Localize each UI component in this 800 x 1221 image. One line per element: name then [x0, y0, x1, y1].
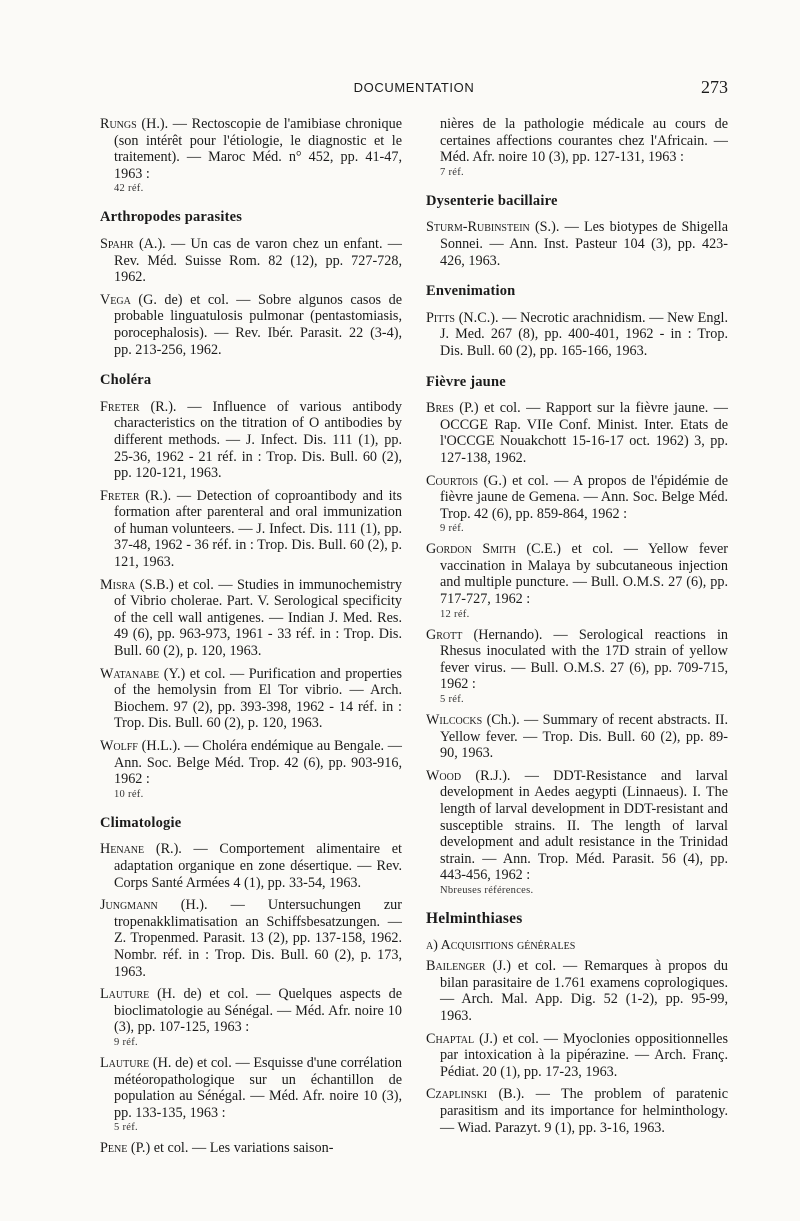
bibliography-entry	[426, 473, 728, 536]
entry-author: Grott	[426, 626, 463, 643]
entry-author: Rungs	[100, 116, 137, 132]
entry-reference-count: 9 réf.	[114, 1036, 138, 1048]
section-heading: Helminthiases	[426, 909, 523, 927]
entry-text: (S.). — Les biotypes de Shigella Sonnei. — Ann. Inst. Pasteur 104 (3), pp. 423-426, 1963.	[440, 219, 728, 269]
entry-text: (R.). — Influence of various antibody characteristics on the titration of O antibodies by different methods. — J. Infect. Dis. 111 (1), pp. 25-36, 1962 - 21 réf. in : Trop. Dis. Bull. 60 (2), pp. 120-121, 1963.	[114, 398, 402, 482]
bibliography-entry	[100, 236, 402, 286]
bibliography-entry	[426, 627, 728, 706]
entry-text: (H. de) et col. — Esquisse d'une corrélation météoropathologique sur un échantillon de population au Sénégal. — Méd. Afr. noire 10 (3), pp. 133-135, 1963 :	[114, 1054, 402, 1121]
entry-text: (G.) et col. — A propos de l'épidémie de fièvre jaune de Gemena. — Ann. Soc. Belge Méd. Trop. 42 (6), pp. 859-864, 1962 :	[440, 472, 728, 522]
bibliography-entry	[426, 541, 728, 620]
entry-author: Vega	[100, 291, 131, 308]
bibliography-entry	[426, 958, 728, 1024]
entry-author: Courtois	[426, 472, 479, 489]
running-title: DOCUMENTATION	[353, 80, 475, 95]
entry-text: (G. de) et col. — Sobre algunos casos de probable linguatulosis pulmonar (pentastomiasis, porocephalosis). — Rev. Ibér. Parasit. 22 (3-4), pp. 213-256, 1962.	[114, 291, 402, 358]
entry-reference-count: 5 réf.	[440, 694, 464, 706]
entry-author: Bailenger	[426, 958, 486, 975]
bibliography-entry	[426, 1031, 728, 1081]
page-header	[100, 78, 728, 98]
entry-author: Wood	[426, 767, 462, 784]
entry-text: (P.) et col. — Les variations saison-	[127, 1140, 334, 1157]
entry-text: (Y.) et col. — Purification and properties of the hemolysin from El Tor vibrio. — Arch. Biochem. 97 (2), pp. 393-398, 1962 - 14 réf. in : Trop. Dis. Bull. 60 (2), p. 120, 1963.	[114, 665, 402, 732]
bibliography-entry	[100, 1140, 402, 1157]
entry-author: Bres	[426, 400, 454, 417]
entry-text: (Ch.). — Summary of recent abstracts. II. Yellow fever. — Trop. Dis. Bull. 60 (2), pp. 89-90, 1963.	[440, 712, 728, 762]
bibliography-entry	[100, 292, 402, 358]
entry-author: Sturm-Rubinstein	[426, 219, 530, 236]
bibliography-entry	[426, 310, 728, 360]
page-number: 273	[701, 77, 728, 97]
entry-text: (R.). — Detection of coproantibody and its formation after parenteral and oral immunization of human volunteers. — J. Infect. Dis. 111 (1), pp. 37-48, 1962 - 36 réf. in : Trop. Dis. Bull. 60 (2), p. 121, 1963.	[114, 487, 402, 571]
entry-author: Pene	[100, 1140, 128, 1157]
entry-author: Jungmann	[100, 897, 158, 914]
bibliography-entry	[426, 712, 728, 762]
entry-reference-count: Nbreuses références.	[440, 884, 534, 896]
right-column	[426, 116, 728, 1142]
bibliography-entry	[426, 1086, 728, 1136]
entry-author: Watanabe	[100, 665, 160, 682]
bibliography-entry-continuation	[426, 116, 728, 179]
entry-text: (H.). — Untersuchungen zur tropenakklimatisation an Schiffsbesatzungen. — Z. Tropenmed. Parasit. 13 (2), pp. 137-158, 1962. Nombr. réf. in : Trop. Dis. Bull. 60 (2), p. 173, 1963.	[114, 897, 402, 980]
section-heading: Climatologie	[100, 814, 182, 831]
subsection-heading: a) Acquisitions générales	[426, 937, 576, 953]
section-heading: Dysenterie bacillaire	[426, 192, 558, 209]
entry-text: (J.) et col. — Remarques à propos du bilan parasitaire de 1.761 examens coprologiques. — Arch. Mal. App. Dig. 52 (1-2), pp. 95-99, 1963.	[440, 958, 728, 1024]
entry-text: (S.B.) et col. — Studies in immunochemistry of Vibrio cholerae. Part. V. Serological specificity of the cell wall antigenes. — Indian J. Med. Res. 49 (6), pp. 963-973, 1961 - 33 réf. in : Trop. Dis. Bull. 60 (2), p. 120, 1963.	[114, 576, 402, 660]
bibliography-entry	[100, 897, 402, 980]
entry-reference-count: 12 réf.	[440, 608, 470, 620]
entry-text: (N.C.). — Necrotic arachnidism. — New Engl. J. Med. 267 (8), pp. 400-401, 1962 - in : Trop. Dis. Bull. 60 (2), pp. 165-166, 1963.	[440, 309, 728, 359]
section-heading: Fièvre jaune	[426, 373, 506, 390]
entry-text: (R.). — Comportement alimentaire et adaptation organique en zone désertique. — Rev. Corps Santé Armées 4 (1), pp. 33-54, 1963.	[114, 841, 402, 891]
entry-author: Pitts	[426, 309, 455, 326]
bibliography-entry	[100, 1055, 402, 1134]
entry-author: Misra	[100, 576, 136, 593]
bibliography-entry	[426, 400, 728, 466]
entry-text: (B.). — The problem of paratenic parasitism and its importance for helminthology. — Wiad. Parazyt. 9 (1), pp. 3-16, 1963.	[440, 1086, 728, 1136]
entry-text: (J.) et col. — Myoclonies oppositionnelles par intoxication à la pipérazine. — Arch. Franç. Pédiat. 20 (1), pp. 17-23, 1963.	[440, 1030, 728, 1080]
bibliography-entry	[426, 768, 728, 897]
entry-author: Gordon Smith	[426, 541, 516, 558]
bibliography-entry	[100, 577, 402, 660]
entry-author: Wilcocks	[426, 712, 483, 729]
bibliography-entry	[100, 841, 402, 891]
section-heading: Arthropodes parasites	[100, 209, 243, 226]
section-heading: Choléra	[100, 372, 152, 389]
entry-text: (H.L.). — Choléra endémique au Bengale. — Ann. Soc. Belge Méd. Trop. 42 (6), pp. 903-916, 1962 :	[114, 738, 402, 788]
bibliography-entry	[100, 116, 402, 195]
entry-author: Lauture	[100, 986, 150, 1003]
bibliography-entry	[100, 399, 402, 482]
entry-text: (H. de) et col. — Quelques aspects de bioclimatologie au Sénégal. — Méd. Afr. noire 10 (3), pp. 107-125, 1963 :	[114, 986, 402, 1036]
entry-reference-count: 7 réf.	[440, 166, 464, 178]
bibliography-entry	[100, 986, 402, 1049]
entry-reference-count: 9 réf.	[440, 523, 464, 535]
bibliography-entry	[100, 738, 402, 801]
entry-author: Freter	[100, 487, 140, 504]
bibliography-entry	[100, 666, 402, 732]
entry-author: Lauture	[100, 1054, 150, 1071]
entry-author: Czaplinski	[426, 1086, 488, 1103]
left-column	[100, 116, 402, 1163]
entry-reference-count: 5 réf.	[114, 1122, 138, 1134]
entry-reference-count: 42 réf.	[114, 183, 144, 195]
entry-text: (H.). — Rectoscopie de l'amibiase chronique (son intérêt pour l'étiologie, le diagnostic et le traitement). — Maroc Méd. n° 452, pp. 41-47, 1963 :	[114, 116, 402, 182]
entry-text: (C.E.) et col. — Yellow fever vaccination in Malaya by subcutaneous injection and multiple puncture. — Bull. O.M.S. 27 (6), pp. 717-727, 1962 :	[440, 541, 728, 608]
section-heading: Envenimation	[426, 283, 516, 300]
entry-text: (Hernando). — Serological reactions in Rhesus inoculated with the 17D strain of yellow fever virus. — Bull. O.M.S. 27 (6), pp. 709-715, 1962 :	[440, 626, 728, 693]
entry-text: (P.) et col. — Rapport sur la fièvre jaune. — OCCGE Rap. VIIe Conf. Minist. Inter. Etats de l'OCCGE Nouakchott 15-16-17 oct. 1962) 3, pp. 127-138, 1962.	[440, 400, 728, 466]
bibliography-entry	[100, 488, 402, 571]
entry-reference-count: 10 réf.	[114, 788, 144, 800]
entry-author: Henane	[100, 841, 145, 858]
entry-author: Wolff	[100, 738, 138, 754]
entry-author: Spahr	[100, 235, 134, 252]
entry-author: Chaptal	[426, 1030, 475, 1047]
entry-text: (A.). — Un cas de varon chez un enfant. — Rev. Méd. Suisse Rom. 82 (12), pp. 727-728, 1962.	[114, 235, 402, 286]
entry-author: Freter	[100, 398, 140, 415]
entry-text: nières de la pathologie médicale au cours de certaines affections courantes chez l'Africain. — Méd. Afr. noire 10 (3), pp. 127-131, 1963 :	[440, 116, 728, 166]
bibliography-entry	[426, 219, 728, 269]
entry-text: (R.J.). — DDT-Resistance and larval development in Aedes aegypti (Linnaeus). I. The length of larval development in DDT-resistant and susceptible strains. II. The length of larval development and adult resistance in the Trinidad strain. — Ann. Trop. Méd. Parasit. 56 (4), pp. 443-456, 1962 :	[440, 767, 728, 884]
